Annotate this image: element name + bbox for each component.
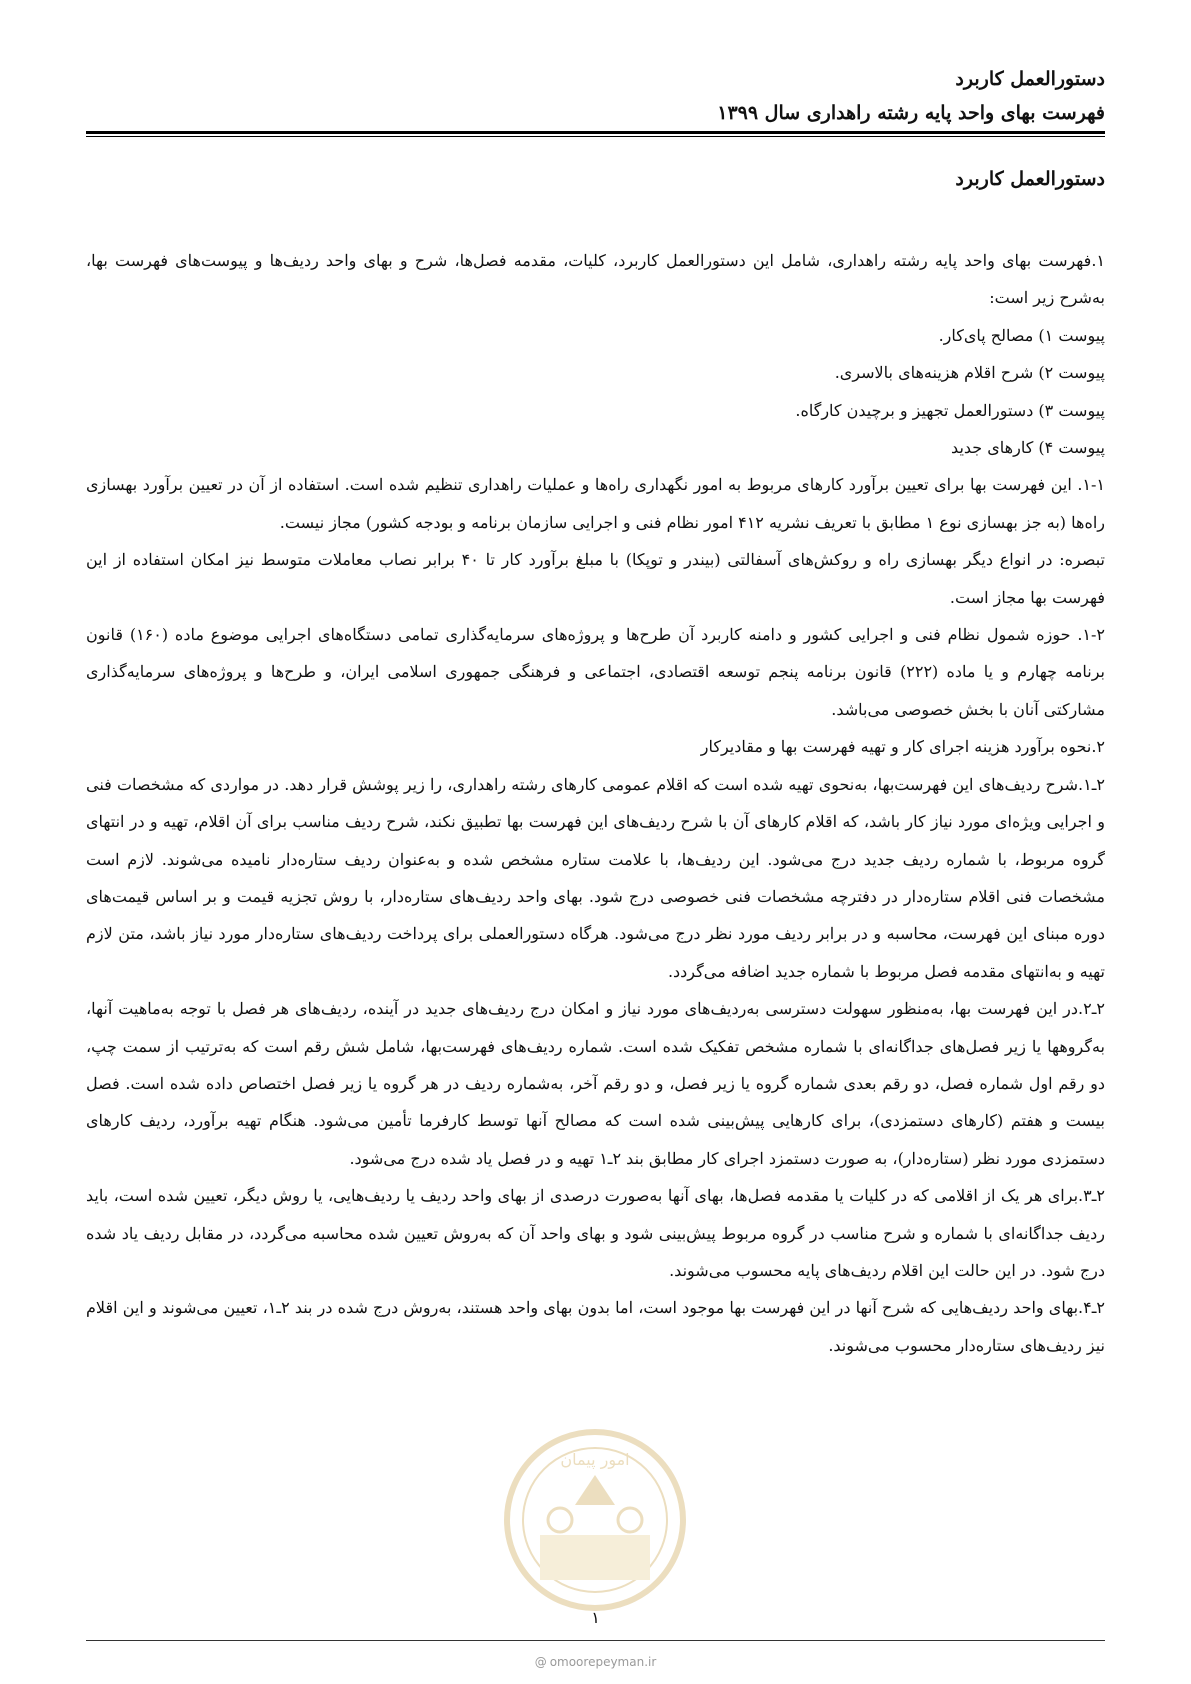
heading-2: ۲.نحوه برآورد هزینه اجرای کار و تهیه فهرست بها و مقادیرکار xyxy=(700,737,1105,757)
appendix-item-4: پیوست ۴) کارهای جدید xyxy=(951,438,1105,458)
header-line-1: دستورالعمل کاربرد xyxy=(955,68,1105,90)
note-paragraph: تبصره: در انواع دیگر بهسازی راه و روکش‌های آسفالتی (بیندر و توپکا) با مبلغ برآورد کار تا ۴۰ برابر نصاب معاملات متوسط نیز امکان استفاده از این فهرست بها مجاز است. xyxy=(86,550,1106,607)
page-number: ۱ xyxy=(591,1608,600,1627)
paragraph-2-1: ۲ـ۱.شرح ردیف‌های این فهرست‌بها، به‌نحوی تهیه شده است که اقلام عمومی کارهای رشته راهداری، را زیر پوشش قرار دهد. در مواردی که مشخصات فنی و اجرایی ویژه‌ای مورد نیاز کار باشد، که اقلام کارهای آن با شرح ردیف‌های این فهرست بها تطبیق نکند، شرح ردیف مناسب برای آن اقلام، تهیه و در انتهای گروه مربوط، با شماره ردیف جدید درج می‌شود. این ردیف‌ها، با علامت ستاره مشخص شده و به‌عنوان ردیف ستاره‌دار نامیده می‌شوند. لازم است مشخصات فنی اقلام ستاره‌دار در دفترچه مشخصات فنی خصوصی درج شود. بهای واحد ردیف‌های ستاره‌دار، با روش تجزیه قیمت و بر اساس قیمت‌های دوره مبنای این فهرست، محاسبه و در برابر ردیف مورد نظر درج می‌شود. هرگاه دستورالعملی برای پرداخت ردیف‌های ستاره‌دار مورد نیاز باشد، متن لازم تهیه و به‌انتهای مقدمه فصل مربوط با شماره جدید اضافه می‌گردد. xyxy=(86,774,1105,981)
watermark-url-text: omoorepeyman.ir xyxy=(549,1655,657,1669)
watermark-url xyxy=(0,1655,1191,1669)
watermark-logo xyxy=(500,1425,690,1615)
appendix-item-2: پیوست ۲) شرح اقلام هزینه‌های بالاسری. xyxy=(834,363,1105,383)
at-icon: @ xyxy=(534,1655,547,1669)
appendix-item-3: پیوست ۳) دستورالعمل تجهیز و برچیدن کارگاه. xyxy=(795,400,1105,420)
paragraph-2-2: ۲ـ۲.در این فهرست بها، به‌منظور سهولت دسترسی به‌ردیف‌های مورد نیاز و امکان درج ردیف‌های جدید در آینده، ردیف‌های هر فصل با توجه به‌ماهیت آنها، به‌گروهها یا زیر فصل‌های جداگانه‌ای با شماره مشخص تفکیک شده است. شماره ردیف‌های فهرست‌بها، شامل شش رقم است که به‌ترتیب از سمت چپ، دو رقم اول شماره فصل، دو رقم بعدی شماره گروه یا زیر فصل، و دو رقم آخر، به‌شماره ردیف در هر گروه یا زیر فصل اختصاص داده شده است. فصل بیست و هفتم (کارهای دستمزدی)، برای کارهایی پیش‌بینی شده است که مصالح آنها توسط کارفرما تأمین می‌شود. هنگام تهیه برآورد، ردیف کارهای دستمزدی مورد نظر (ستاره‌دار)، به صورت دستمزد اجرای کار مطابق بند ۲ـ۱ تهیه و در فصل یاد شده درج می‌شود. xyxy=(86,999,1106,1168)
paragraph-1: ۱.فهرست بهای واحد پایه رشته راهداری، شامل این دستورالعمل کاربرد، کلیات، مقدمه فصل‌ها، شرح و بهای واحد ردیف‌ها و پیوست‌های فهرست بها، به‌شرح زیر است: xyxy=(86,251,1106,308)
paragraph-2-4: ۲ـ۴.بهای واحد ردیف‌هایی که شرح آنها در این فهرست بها موجود است، اما بدون بهای واحد هستند، به‌روش درج شده در بند ۲ـ۱، تعیین می‌شوند و این اقلام نیز ردیف‌های ستاره‌دار محسوب می‌شوند. xyxy=(86,1298,1105,1355)
paragraph-1-2: ۱-۲. حوزه شمول نظام فنی و اجرایی کشور و دامنه کاربرد آن طرح‌ها و پروژه‌های سرمایه‌گذاری تمامی دستگاه‌های اجرایی موضوع ماده (۱۶۰) قانون برنامه چهارم و یا ماده (۲۲۲) قانون برنامه پنجم توسعه اقتصادی، اجتماعی و فرهنگی جمهوری اسلامی ایران، و طرح‌ها و پروژه‌های سرمایه‌گذاری مشارکتی آنان با بخش خصوصی می‌باشد. xyxy=(86,625,1106,719)
paragraph-2-3: ۲ـ۳.برای هر یک از اقلامی که در کلیات یا مقدمه فصل‌ها، بهای آنها به‌صورت درصدی از بهای واحد ردیف یا ردیف‌هایی، یا روش دیگر، تعیین شده است، باید ردیف جداگانه‌ای با شماره و شرح مناسب در گروه مربوط پیش‌بینی شود و بهای واحد آن که به‌روش تعیین شده محاسبه می‌گردد، در مقابل ردیف یاد شده درج شود. در این حالت این اقلام ردیف‌های پایه محسوب می‌شوند. xyxy=(86,1186,1105,1280)
running-header xyxy=(86,62,1105,130)
svg-text:امور پیمان: امور پیمان xyxy=(560,1450,630,1469)
section-title: دستورالعمل کاربرد xyxy=(955,168,1105,190)
header-rule xyxy=(86,131,1105,137)
document-body xyxy=(86,242,1105,1364)
appendix-item-1: پیوست ۱) مصالح پای‌کار. xyxy=(938,325,1105,345)
paragraph-1-1: ۱-۱. این فهرست بها برای تعیین برآورد کارهای مربوط به امور نگهداری راه‌ها و عملیات راهداری تنظیم شده است. استفاده از آن در تعیین برآورد بهسازی راه‌ها (به جز بهسازی نوع ۱ مطابق با تعریف نشریه ۴۱۲ امور نظام فنی و اجرایی سازمان برنامه و بودجه کشور) مجاز نیست. xyxy=(86,475,1105,532)
footer-rule xyxy=(86,1640,1105,1641)
header-line-2: فهرست بهای واحد پایه رشته راهداری سال ۱۳۹۹ xyxy=(717,102,1105,124)
